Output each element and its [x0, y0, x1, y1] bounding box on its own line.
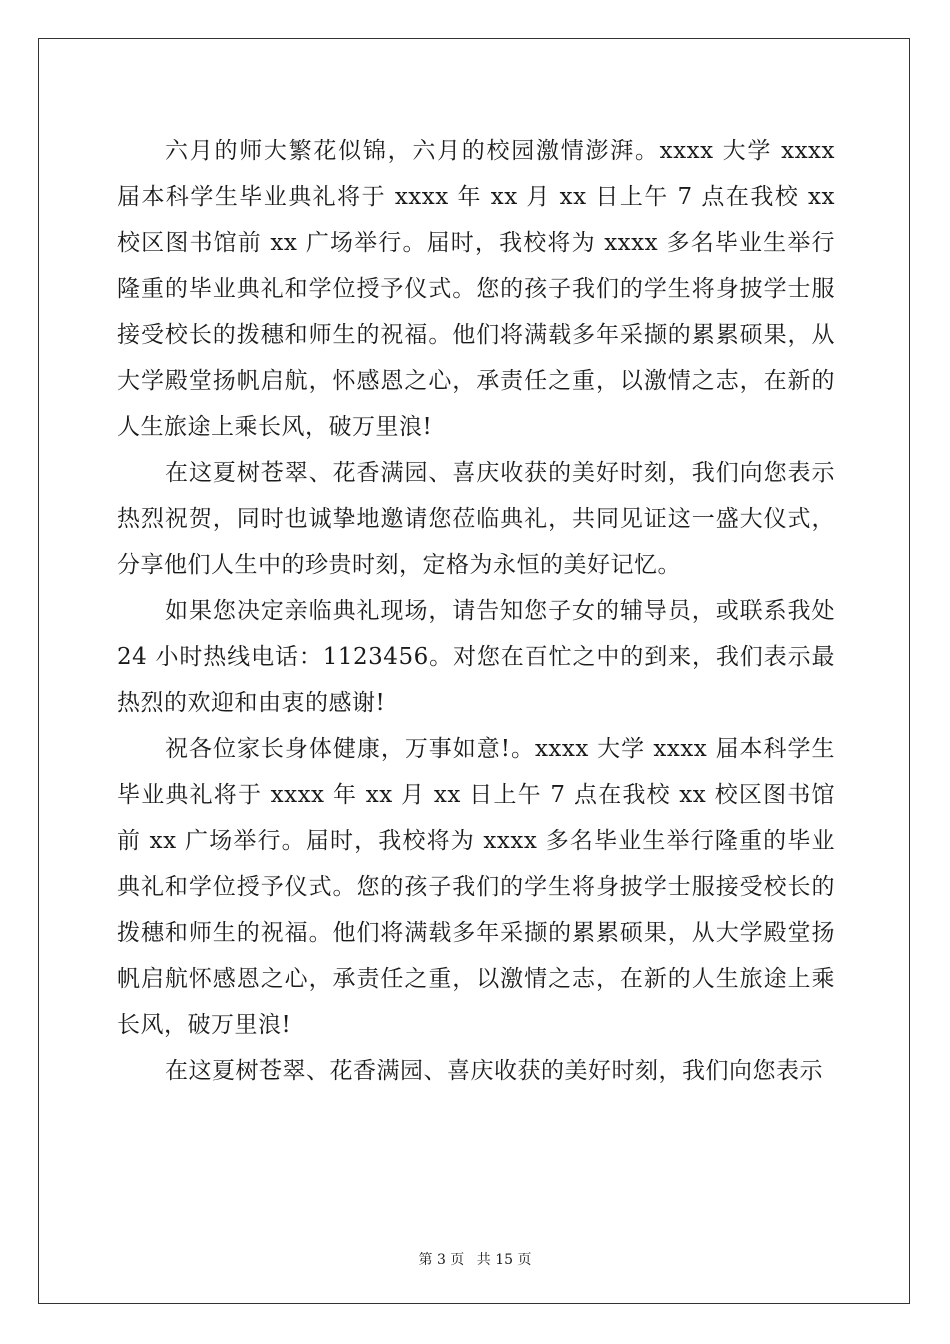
- page-footer: [0, 1249, 950, 1269]
- paragraph-5: 在这夏树苍翠、花香满园、喜庆收获的美好时刻，我们向您表示: [165, 1058, 823, 1084]
- paragraph-4: 祝各位家长身体健康，万事如意!。xxxx 大学 xxxx 届本科学生毕业典礼将于 xxxx 年 xx 月 xx 日上午 7 点在我校 xx 校区图书馆前 xx 广场举行。届时，我校将为 xxxx 多名毕业生举行隆重的毕业典礼和学位授予仪式。您的孩子我们的学生将身披学士服接受校长的拨穗和师生的祝福。他们将满载多年采撷的累累硕果，从大学殿堂扬帆启航怀感恩之心，承责任之重，以激情之志，在新的人生旅途上乘长风，破万里浪!: [117, 736, 835, 1038]
- paragraph-2: 在这夏树苍翠、花香满园、喜庆收获的美好时刻，我们向您表示热烈祝贺，同时也诚挚地邀请您莅临典礼，共同见证这一盛大仪式，分享他们人生中的珍贵时刻，定格为永恒的美好记忆。: [117, 460, 835, 578]
- document-body: [117, 128, 835, 1094]
- page-total: 共 15 页: [476, 1252, 532, 1268]
- page-number: 第 3 页: [418, 1252, 465, 1268]
- paragraph-3: 如果您决定亲临典礼现场，请告知您子女的辅导员，或联系我处 24 小时热线电话：1123456。对您在百忙之中的到来，我们表示最热烈的欢迎和由衷的感谢!: [117, 598, 835, 716]
- paragraph-1: 六月的师大繁花似锦，六月的校园激情澎湃。xxxx 大学 xxxx 届本科学生毕业典礼将于 xxxx 年 xx 月 xx 日上午 7 点在我校 xx 校区图书馆前 xx 广场举行。届时，我校将为 xxxx 多名毕业生举行隆重的毕业典礼和学位授予仪式。您的孩子我们的学生将身披学士服接受校长的拨穗和师生的祝福。他们将满载多年采撷的累累硕果，从大学殿堂扬帆启航，怀感恩之心，承责任之重，以激情之志，在新的人生旅途上乘长风，破万里浪!: [117, 138, 835, 440]
